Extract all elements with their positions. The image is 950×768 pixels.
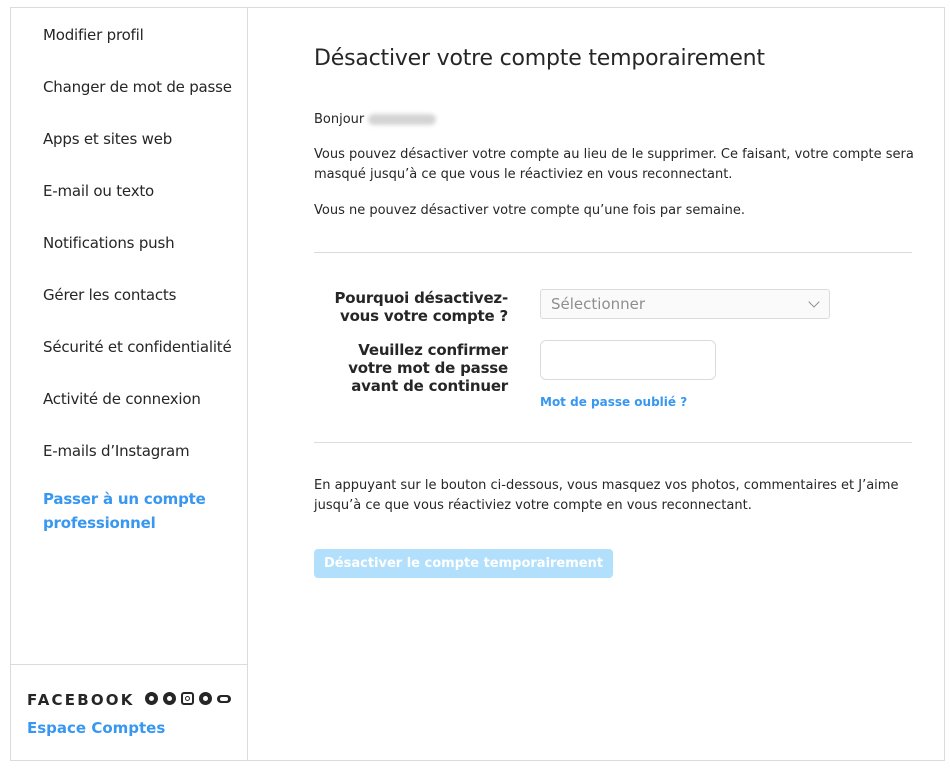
greeting-text: Bonjour: [314, 112, 365, 127]
greeting-line: [314, 110, 914, 130]
reason-select-value: Sélectionner: [551, 295, 646, 313]
sidebar-item-login-activity[interactable]: Activité de connexion: [43, 390, 201, 408]
facebook-icon: [145, 692, 158, 705]
reason-label: Pourquoi désactivez-vous votre compte ?: [334, 289, 508, 325]
sidebar-item-push-notifications[interactable]: Notifications push: [43, 234, 175, 252]
forgot-password-link[interactable]: Mot de passe oublié ?: [540, 395, 688, 409]
accounts-center-section: [11, 664, 247, 762]
deactivate-account-button[interactable]: Désactiver le compte temporairement: [314, 549, 613, 578]
weekly-limit-note: Vous ne pouvez désactiver votre compte qu’une fois par semaine.: [314, 203, 745, 218]
accounts-center-link[interactable]: Espace Comptes: [27, 719, 166, 737]
password-input[interactable]: [540, 340, 716, 380]
password-label: Veuillez confirmer votre mot de passe avant de continuer: [348, 341, 508, 395]
oculus-icon: [217, 695, 231, 703]
sidebar-item-manage-contacts[interactable]: Gérer les contacts: [43, 286, 177, 304]
sidebar-item-privacy-security[interactable]: Sécurité et confidentialité: [43, 338, 232, 356]
reason-select[interactable]: [540, 289, 830, 319]
sidebar-item-instagram-emails[interactable]: E-mails d’Instagram: [43, 442, 190, 460]
sidebar-item-change-password[interactable]: Changer de mot de passe: [43, 78, 232, 96]
settings-sidebar: [11, 8, 248, 760]
blurred-username: [368, 114, 436, 125]
messenger-icon: [163, 692, 176, 705]
divider: [314, 252, 912, 253]
switch-to-professional-link[interactable]: [43, 487, 213, 535]
whatsapp-icon: [199, 692, 212, 705]
deactivate-explanation: Vous pouvez désactiver votre compte au lieu de le supprimer. Ce faisant, votre compte sera masqué jusqu’à ce que vous le réactiviez en vous reconnectant.: [314, 147, 914, 182]
sidebar-item-email-sms[interactable]: E-mail ou texto: [43, 182, 155, 200]
deactivate-consequence-note: En appuyant sur le bouton ci-dessous, vous masquez vos photos, commentaires et J’aime jusqu’à ce que vous réactiviez votre compte en vous reconnectant.: [314, 478, 899, 513]
chevron-down-icon: [808, 296, 819, 307]
settings-frame: [10, 7, 945, 761]
page-title: Désactiver votre compte temporairement: [314, 46, 765, 71]
divider: [314, 442, 912, 443]
instagram-icon: [181, 692, 194, 705]
facebook-wordmark: FACEBOOK: [27, 691, 135, 709]
sidebar-item-apps-websites[interactable]: Apps et sites web: [43, 130, 173, 148]
sidebar-item-edit-profile[interactable]: Modifier profil: [43, 26, 144, 44]
switch-to-professional-label: Passer à un compte professionnel: [43, 490, 206, 532]
